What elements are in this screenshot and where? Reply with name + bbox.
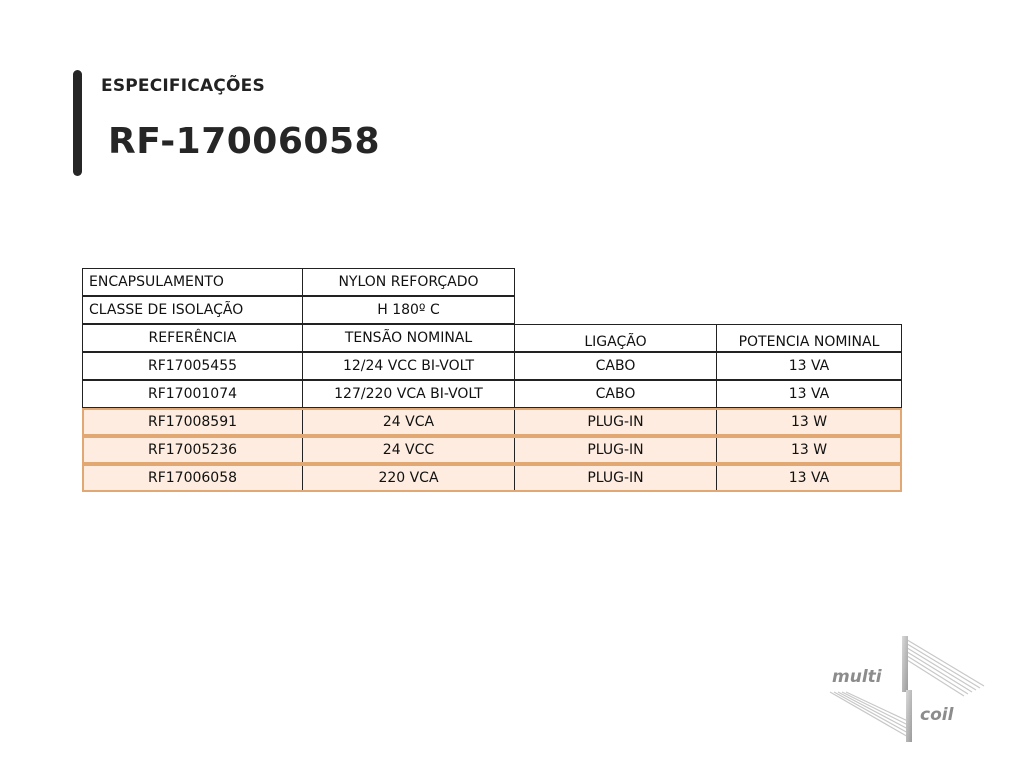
cell-power: 13 W — [716, 408, 902, 436]
cell-reference: RF17008591 — [82, 408, 303, 436]
cell-connection: PLUG-IN — [514, 436, 717, 464]
property-value: H 180º C — [302, 296, 515, 324]
cell-voltage: 220 VCA — [302, 464, 515, 492]
cell-power: 13 VA — [716, 464, 902, 492]
cell-power: 13 VA — [716, 352, 902, 380]
cell-voltage: 24 VCC — [302, 436, 515, 464]
cell-connection: PLUG-IN — [514, 408, 717, 436]
cell-reference: RF17005236 — [82, 436, 303, 464]
logo-wordmark-multi: multi — [832, 667, 882, 687]
cell-reference: RF17006058 — [82, 464, 303, 492]
section-kicker: ESPECIFICAÇÕES — [101, 76, 265, 96]
cell-reference: RF17001074 — [82, 380, 303, 408]
cell-voltage: 24 VCA — [302, 408, 515, 436]
page-title: RF-17006058 — [108, 121, 381, 162]
column-header-voltage: TENSÃO NOMINAL — [302, 324, 515, 352]
cell-voltage: 12/24 VCC BI-VOLT — [302, 352, 515, 380]
cell-connection: CABO — [514, 380, 717, 408]
cell-voltage: 127/220 VCA BI-VOLT — [302, 380, 515, 408]
column-header-connection: LIGAÇÃO — [514, 324, 717, 352]
title-accent-bar — [73, 70, 82, 176]
property-label: ENCAPSULAMENTO — [82, 268, 303, 296]
multicoil-logo-icon — [828, 634, 988, 744]
property-value: NYLON REFORÇADO — [302, 268, 515, 296]
cell-power: 13 W — [716, 436, 902, 464]
cell-connection: PLUG-IN — [514, 464, 717, 492]
cell-power: 13 VA — [716, 380, 902, 408]
logo-wordmark-coil: coil — [920, 705, 954, 725]
cell-connection: CABO — [514, 352, 717, 380]
column-header-reference: REFERÊNCIA — [82, 324, 303, 352]
property-label: CLASSE DE ISOLAÇÃO — [82, 296, 303, 324]
cell-reference: RF17005455 — [82, 352, 303, 380]
column-header-power: POTENCIA NOMINAL — [716, 324, 902, 352]
